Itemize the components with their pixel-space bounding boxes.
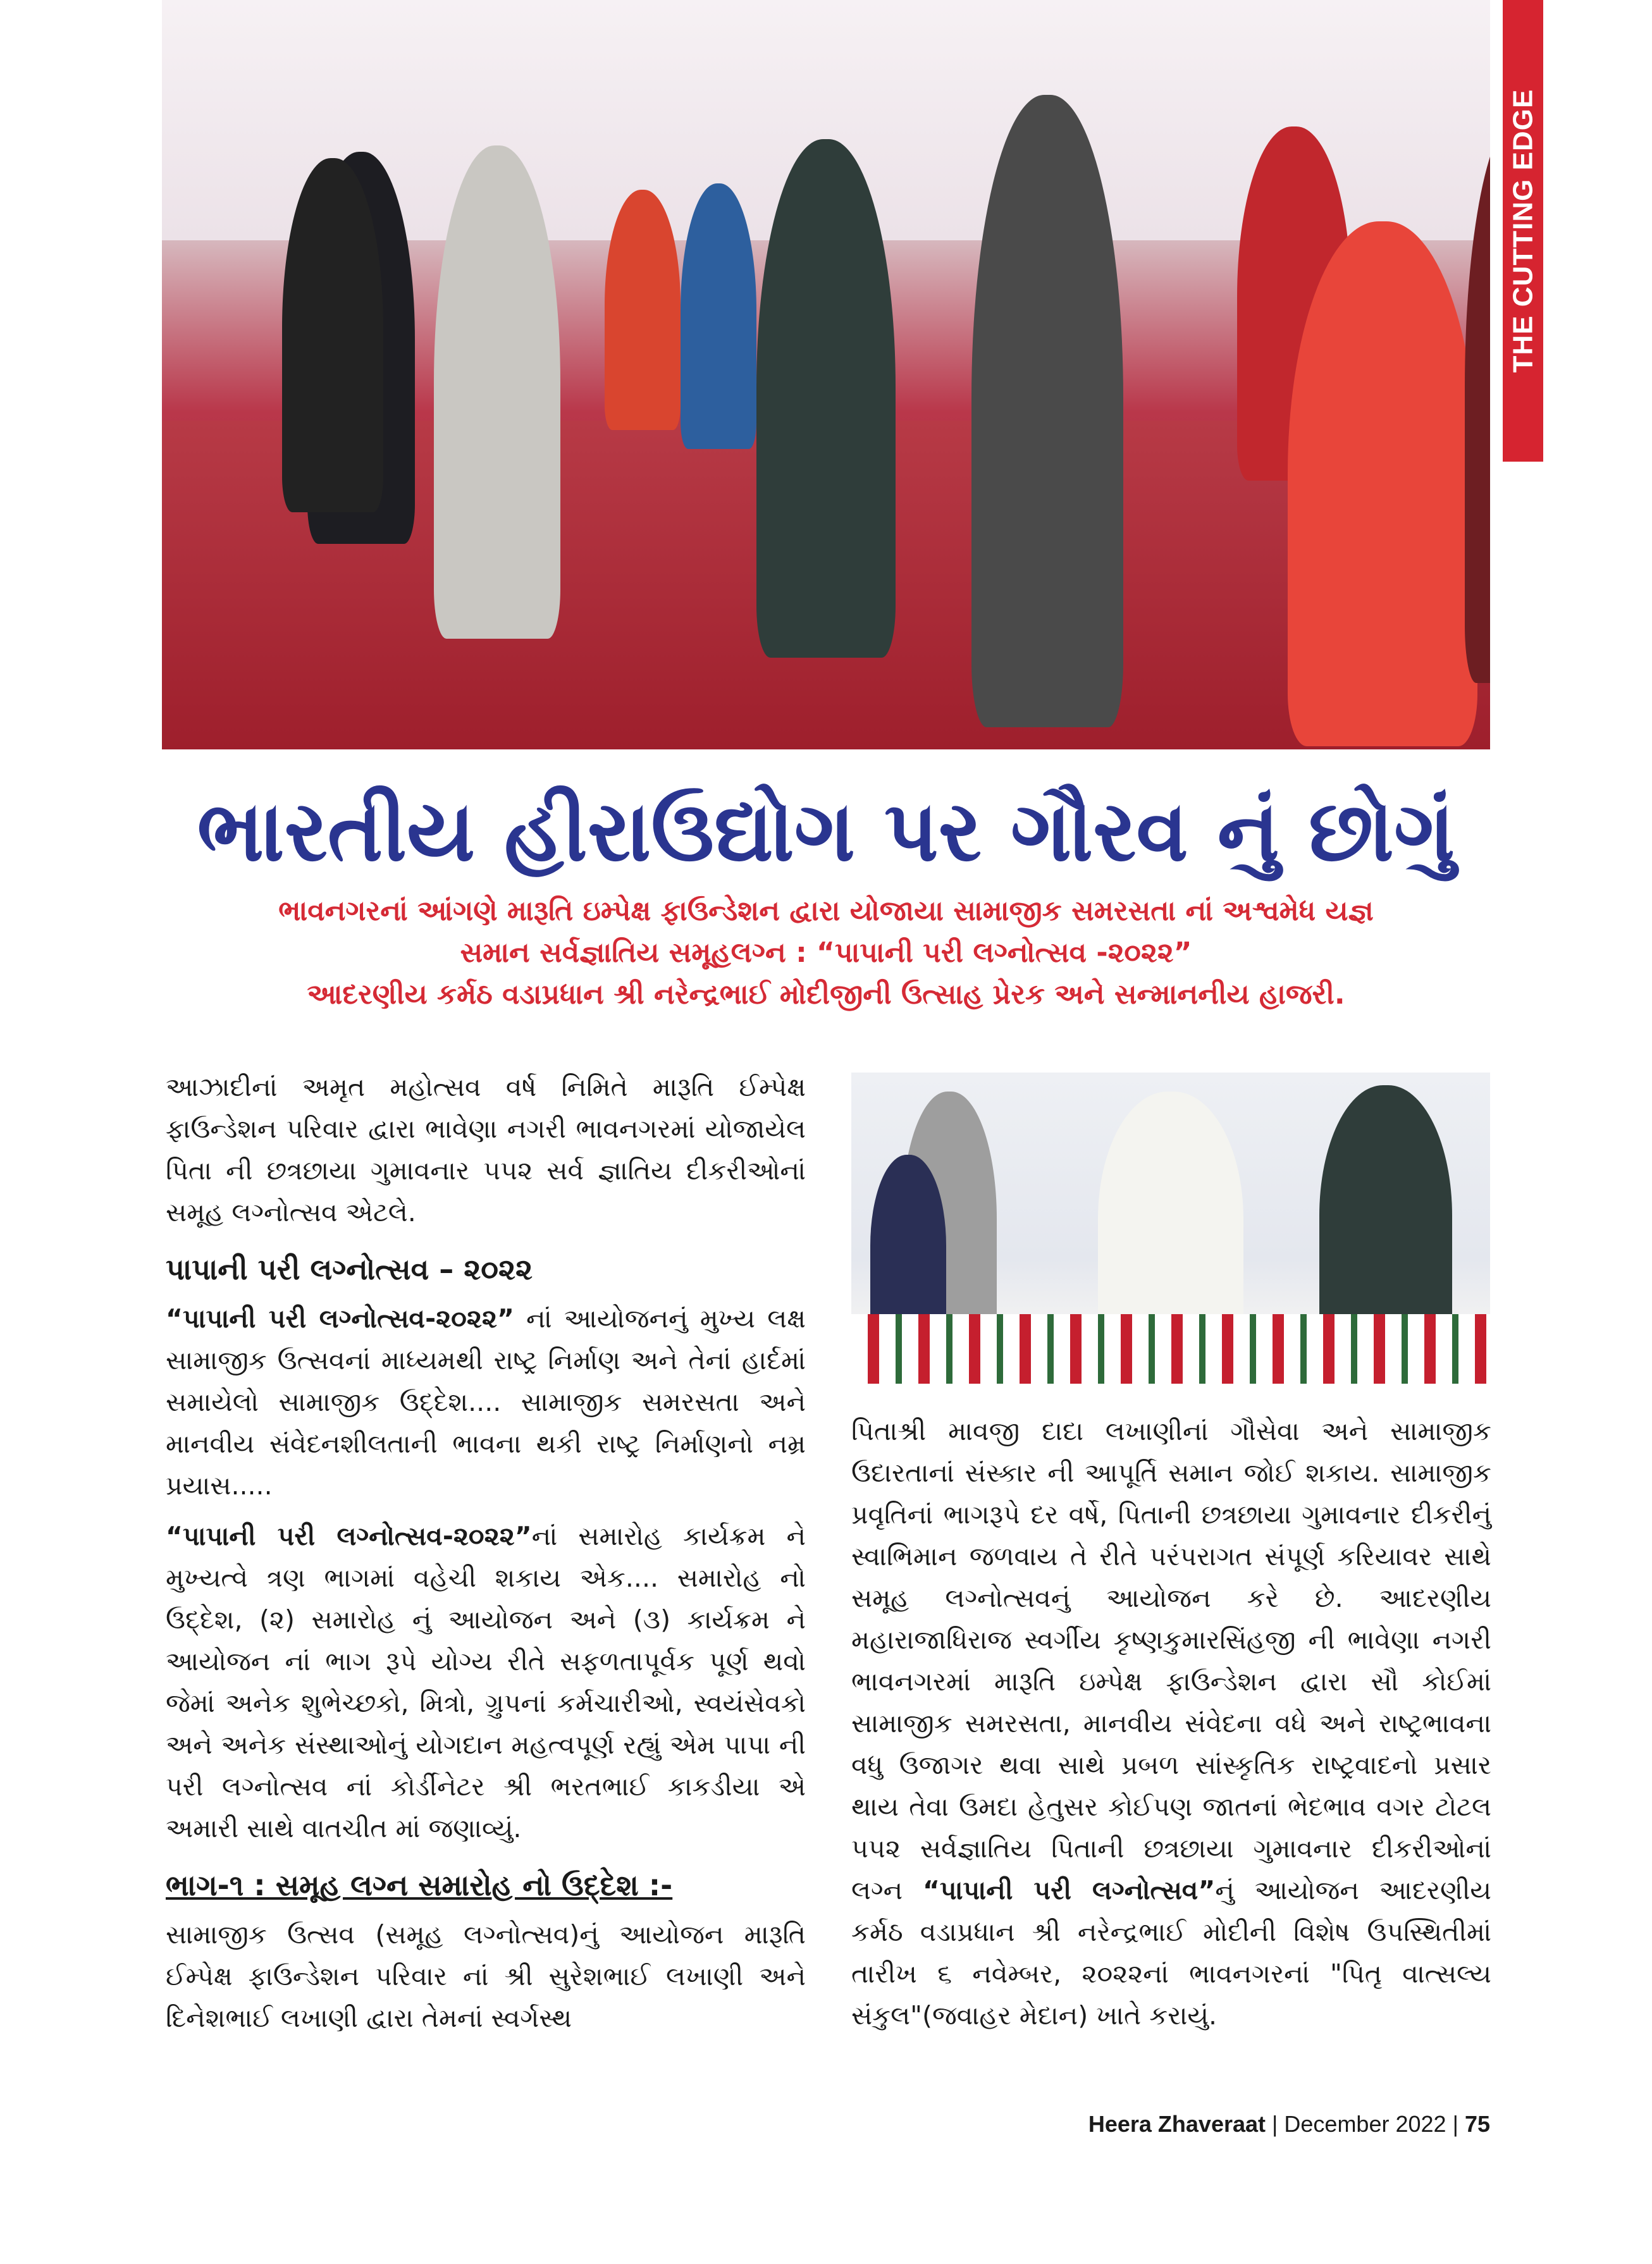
paragraph-program-text: નાં સમારોહ કાર્યક્રમ ને મુખ્યત્વે ત્રણ ભાગમાં વહેચી શકાય એક.... સમારોહ નો ઉદ્દેશ, (૨) સમારોહ નું આયોજન અને (૩) કાર્યક્રમ ને આયોજન નાં ભાગ રૂપે યોગ્ય રીતે સફળતાપૂર્વક પૂર્ણ થવો જેમાં અનેક શુભેચ્છકો, મિત્રો, ગ્રુપનાં કર્મચારીઓ, સ્વયંસેવકો અને અનેક સંસ્થાઓનું યોગદાન મહત્વપૂર્ણ રહ્યું એમ પાપા ની પરી લગ્નોત્સવ નાં કોર્ડીનેટર શ્રી ભરતભાઈ કાકડીયા એ અમારી સાથે વાતચીત માં જણાવ્યું. (166, 1521, 806, 1843)
page-footer (1088, 2111, 1490, 2138)
event-title-bold: “પાપાની પરી લગ્નોત્સવ-૨૦૨૨” (166, 1303, 514, 1334)
left-column (166, 1066, 806, 2048)
paragraph-right (851, 1410, 1491, 2036)
subheading-line-3: આદરણીય કર્મઠ વડાપ્રધાન શ્રી નરેન્દ્રભાઈ મોદીજીની ઉત્સાહ પ્રેરક અને સન્માનનીય હાજરી. (307, 978, 1345, 1011)
section-tab (1503, 0, 1543, 462)
inset-photo (851, 1073, 1490, 1384)
publication-name: Heera Zhaveraat (1088, 2111, 1266, 2137)
person-lady-saree (1288, 221, 1477, 746)
paragraph-program (166, 1515, 806, 1849)
hero-photo (162, 0, 1490, 749)
footer-separator: | (1272, 2111, 1278, 2137)
paragraph-objective (166, 1298, 806, 1506)
person-guard-left (282, 158, 383, 512)
paragraph-social-festival: સામાજીક ઉત્સવ (સમૂહ લગ્નોત્સવ)નું આયોજન મારૂતિ ઈમ્પેક્ષ ફાઉન્ડેશન પરિવાર નાં શ્રી સુરેશભાઈ લખાણી અને દિનેશભાઈ લખાણી દ્વારા તેમનાં સ્વર્ગસ્થ (166, 1919, 806, 2033)
footer-separator: | (1452, 2111, 1458, 2137)
page-number: 75 (1464, 2111, 1490, 2137)
subheading-line-1: ભાવનગરનાં આંગણે મારૂતિ ઇમ્પેક્ષ ફાઉન્ડેશન દ્વારા યોજાયા સામાજીક સમરસતા નાં અશ્વમેધ યજ્ઞ (278, 895, 1374, 927)
subheading-line-2: સમાન સર્વજ્ઞાતિય સમૂહલગ્ન : “પાપાની પરી લગ્નોત્સવ -૨૦૨૨” (460, 937, 1192, 969)
section-heading-papani-pari: પાપાની પરી લગ્નોત્સવ – ૨૦૨૨ (166, 1252, 533, 1286)
person-man-embroidered (756, 139, 896, 658)
flower-decoration (851, 1314, 1490, 1384)
section-tab-label: THE CUTTING EDGE (1507, 89, 1538, 373)
paragraph-objective-text: નાં આયોજનનું મુખ્ય લક્ષ સામાજીક ઉત્સવનાં માધ્યમથી રાષ્ટ્ર નિર્માણ અને તેનાં હાર્દમાં સમાયેલો સામાજીક ઉદ્દેશ.... સામાજીક સમરસતા અને માનવીય સંવેદનશીલતાની ભાવના થકી રાષ્ટ્ર નિર્માણનો નમ્ર પ્રયાસ..... (166, 1303, 806, 1501)
person-lady-blue (681, 183, 756, 449)
section-heading-part-1: ભાગ-૧ : સમૂહ લગ્ન સમારોહ નો ઉદ્દેશ :- (166, 1868, 673, 1902)
intro-paragraph: આઝાદીનાં અમૃત મહોત્સવ વર્ષ નિમિતે મારૂતિ ઈમ્પેક્ષ ફાઉન્ડેશન પરિવાર દ્વારા ભાવેણા નગરી ભાવનગરમાં યોજાયેલ પિતા ની છત્રછાયા ગુમાવનાર ૫૫૨ સર્વ જ્ઞાતિય દીકરીઓનાં સમૂહ લગ્નોત્સવ એટલે. (166, 1072, 806, 1227)
person-lady-orange (605, 190, 681, 430)
issue-date: December 2022 (1284, 2111, 1446, 2137)
person-guest-white (434, 145, 560, 639)
article-headline: ભારતીય હીરાઉદ્યોગ પર ગૌરવ નું છોગું (197, 783, 1455, 880)
paragraph-right-text: પિતાશ્રી માવજી દાદા લખાણીનાં ગૌસેવા અને સામાજીક ઉદારતાનાં સંસ્કાર ની આપૂર્તિ સમાન જોઈ શકાય. સામાજીક પ્રવૃતિનાં ભાગરૂપે દર વર્ષે, પિતાની છત્રછાયા ગુમાવનાર દીકરીનું સ્વાભિમાન જળવાય તે રીતે પરંપરાગત સંપૂર્ણ કરિયાવર સાથે સમૂહ લગ્નોત્સવનું આયોજન કરે છે. આદરણીય મહારાજાધિરાજ સ્વર્ગીય કૃષ્ણકુમારસિંહજી ની ભાવેણા નગરી ભાવનગરમાં મારૂતિ ઇમ્પેક્ષ ફાઉન્ડેશન દ્વારા સૌ કોઈમાં સામાજીક સમરસતા, માનવીય સંવેદના વધે અને રાષ્ટ્રભાવના વધુ ઉજાગર થવા સાથે પ્રબળ સાંસ્કૃતિક રાષ્ટ્રવાદનો પ્રસાર થાય તેવા ઉમદા હેતુસર કોઈપણ જાતનાં ભેદભાવ વગર ટોટલ ૫૫૨ સર્વજ્ઞાતિય પિતાની છત્રછાયા ગુમાવનાર દીકરીઓનાં લગ્ન (851, 1416, 1491, 1905)
person-man-vest (971, 95, 1123, 727)
event-title-bold: “પાપાની પરી લગ્નોત્સવ-૨૦૨૨” (166, 1521, 532, 1551)
event-title-bold: “પાપાની પરી લગ્નોત્સવ” (922, 1875, 1216, 1905)
right-column (851, 1410, 1491, 2045)
paragraph-right-end: નું આયોજન આદરણીય કર્મઠ વડાપ્રધાન શ્રી નરેન્દ્રભાઈ મોદીની વિશેષ ઉપસ્થિતીમાં તારીખ ૬ નવેમ્બર, ૨૦૨૨નાં ભાવનગરનાં "પિતૃ વાત્સલ્ય સંકુલ"(જવાહર મેદાન) ખાતે કરાયું. (851, 1875, 1492, 2031)
